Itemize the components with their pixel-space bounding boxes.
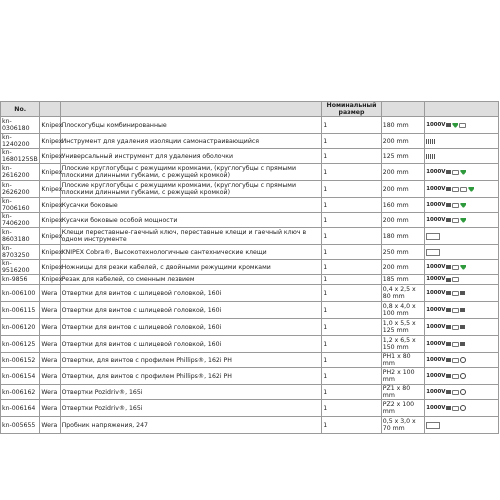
feature-icons (426, 264, 497, 271)
cell-size: PH1 x 80 mm (381, 353, 424, 368)
cell-qty: 1 (322, 336, 382, 353)
cell-size: 185 mm (381, 275, 424, 285)
cutting-edge-icon (460, 170, 466, 175)
grip-icon (452, 265, 459, 270)
cell-size: 125 mm (381, 149, 424, 164)
cell-size: 200 mm (381, 164, 424, 181)
cell-icons (425, 319, 499, 336)
cross-head-icon (460, 357, 466, 363)
feature-icons (426, 324, 497, 331)
cross-head-icon (460, 373, 466, 379)
voltage-rating: 1000V (426, 216, 446, 223)
cross-head-icon (460, 389, 466, 395)
cell-article-no: kn-7406200 (1, 213, 40, 228)
cell-brand: Knipex (41, 276, 63, 283)
voltage-tester-icon (426, 422, 440, 429)
cell-article-no: kn-005655 (1, 417, 40, 434)
cell-brand: Wera (40, 285, 60, 302)
cell-description: Отвертки для винтов с шлицевой головкой, 160i (60, 319, 322, 336)
cell-brand: Wera (40, 319, 60, 336)
feature-icons (426, 307, 497, 314)
cell-icons (425, 417, 499, 434)
insulated-icon (446, 218, 451, 222)
cell-qty: 1 (322, 368, 382, 385)
grip-icon (452, 342, 459, 347)
cell-brand: Knipex (40, 245, 60, 260)
cell-icons (425, 149, 499, 164)
cell-icons (425, 164, 499, 181)
cell-article-no: kn-8703250 (1, 245, 40, 260)
wire-strip-icon (426, 139, 436, 144)
cutting-edge-icon (460, 218, 466, 223)
cutting-edge-icon (460, 203, 466, 208)
table-row (1, 181, 499, 198)
cell-size: 200 mm (381, 260, 424, 275)
voltage-rating: 1000V (426, 276, 446, 282)
cell-brand: Wera (40, 302, 60, 319)
cell-article-no: kn-006164 (1, 400, 40, 417)
cell-icons (425, 302, 499, 319)
voltage-rating: 1000V (426, 185, 446, 192)
cell-article-no: kn-006154 (1, 368, 40, 385)
feature-icons (426, 122, 497, 129)
table-row (1, 385, 499, 400)
wrench-icon (426, 249, 440, 256)
voltage-rating: 1000V (426, 372, 446, 379)
grip-icon (452, 277, 459, 282)
cell-qty: 1 (322, 302, 382, 319)
cell-description: Ножницы для резки кабелей, с двойными режущими кромками (60, 260, 322, 275)
cell-icons (425, 400, 499, 417)
cell-icons (425, 385, 499, 400)
cell-description: Кусачки боковые (60, 198, 322, 213)
cutting-edge-icon (468, 187, 474, 192)
cell-qty: 1 (322, 198, 382, 213)
table-row (1, 336, 499, 353)
table-header-row (1, 102, 499, 117)
table-row (1, 353, 499, 368)
table-body (1, 117, 499, 434)
cell-qty: 1 (322, 319, 382, 336)
header-description (60, 102, 322, 117)
table-row (1, 134, 499, 149)
cell-article-no: kn-1240200 (1, 134, 40, 149)
flat-blade-icon (460, 291, 465, 295)
insulated-icon (446, 325, 451, 329)
grip-icon (452, 291, 459, 296)
cell-size: 180 mm (381, 117, 424, 134)
cutting-edge-icon (452, 123, 458, 128)
cell-brand: Knipex (40, 213, 60, 228)
voltage-rating: 1000V (426, 263, 446, 270)
grip-icon (452, 325, 459, 330)
cell-article-no: kn-006162 (1, 385, 40, 400)
table-row (1, 417, 499, 434)
product-table-wrapper (0, 101, 500, 434)
cell-qty: 1 (322, 275, 382, 285)
cell-brand: Wera (40, 400, 60, 417)
cell-qty: 1 (322, 181, 382, 198)
cell-article-no: kn-006115 (1, 302, 40, 319)
cell-description: Клещи переставные-гаечный ключ, переставные клещи и гаечный ключ в одном инструменте (60, 228, 322, 245)
feature-icons (426, 422, 497, 429)
cell-qty: 1 (322, 213, 382, 228)
table-row (1, 400, 499, 417)
cell-qty: 1 (322, 353, 382, 368)
voltage-rating: 1000V (426, 121, 446, 128)
cell-icons (425, 353, 499, 368)
cell-size: 250 mm (381, 245, 424, 260)
table-row (1, 117, 499, 134)
feature-icons (426, 202, 497, 209)
header-qty (381, 102, 424, 117)
cell-brand: Knipex (40, 164, 60, 181)
insulated-icon (446, 123, 451, 127)
table-row (1, 319, 499, 336)
insulated-icon (446, 278, 451, 282)
table-row (1, 302, 499, 319)
cell-icons (425, 198, 499, 213)
insulated-icon (446, 203, 451, 207)
header-icons (425, 102, 499, 117)
cell-description: Отвертки для винтов с шлицевой головкой, 160i (60, 285, 322, 302)
cell-icons (425, 213, 499, 228)
cell-icons (425, 285, 499, 302)
feature-icons (426, 357, 497, 364)
grip-icon (452, 218, 459, 223)
cell-article-no: kn-006125 (1, 336, 40, 353)
voltage-rating: 1000V (426, 168, 446, 175)
cell-icons (425, 181, 499, 198)
feature-icons (426, 186, 497, 193)
feature-icons (426, 233, 497, 240)
cell-description: KNIPEX Cobra®, Высокотехнологичные сантехнические клещи (60, 245, 322, 260)
insulated-icon (446, 342, 451, 346)
cell-description: Плоские круглогубцы с режущими кромками, (круглогубцы с прямыми плоскими длинными губками, с режущей кромкой) (60, 164, 322, 181)
cell-size: PZ1 x 80 mm (381, 385, 424, 400)
cutting-edge-icon (460, 265, 466, 270)
cell-size: 0,5 x 3,0 x 70 mm (381, 417, 424, 434)
table-row (1, 245, 499, 260)
cell-qty: 1 (322, 149, 382, 164)
grip-icon (459, 123, 466, 128)
cell-description: Отвертки Pozidriv®, 165i (60, 400, 322, 417)
cell-description: Отвертки Pozidriv®, 165i (60, 385, 322, 400)
voltage-rating: 1000V (426, 340, 446, 347)
wrench-icon (426, 233, 440, 240)
cell-description: Кусачки боковые особой мощности (60, 213, 322, 228)
cell-brand: Wera (40, 353, 60, 368)
table-row (1, 164, 499, 181)
cell-qty: 1 (322, 417, 382, 434)
feature-icons (426, 290, 497, 297)
cell-description: Отвертки, для винтов с профилем Phillips®, 162i PH (60, 353, 322, 368)
cell-qty: 1 (322, 285, 382, 302)
cell-brand: Wera (40, 368, 60, 385)
cell-icons (425, 336, 499, 353)
header-size: Номинальный размер (322, 102, 382, 117)
table-row (1, 368, 499, 385)
grip-icon (452, 170, 459, 175)
grip-icon (452, 358, 459, 363)
cell-description: Универсальный инструмент для удаления оболочки (60, 149, 322, 164)
cell-size: 1,2 x 6,5 x 150 mm (381, 336, 424, 353)
cell-icons (425, 275, 499, 285)
cell-brand: Knipex (40, 181, 60, 198)
cell-qty: 1 (322, 164, 382, 181)
feature-icons (426, 389, 497, 396)
cell-article-no: kn-8603180 (1, 228, 40, 245)
cell-qty: 1 (322, 117, 382, 134)
table-row (1, 260, 499, 275)
wire-strip-icon (426, 154, 436, 159)
insulated-icon (446, 358, 451, 362)
cell-article-no: kn-9856 (1, 275, 40, 285)
header-no: No. (1, 102, 40, 117)
cell-size: 200 mm (381, 181, 424, 198)
feature-icons (426, 154, 497, 159)
insulated-icon (446, 187, 451, 191)
feature-icons (426, 249, 497, 256)
grip-icon (452, 374, 459, 379)
grip-icon (452, 187, 459, 192)
cell-qty: 1 (322, 385, 382, 400)
cell-qty: 1 (322, 400, 382, 417)
cell-article-no: kn-1680125SB (1, 149, 40, 164)
cell-icons (425, 228, 499, 245)
cell-brand: Wera (40, 385, 60, 400)
voltage-rating: 1000V (426, 306, 446, 313)
cell-icons (425, 368, 499, 385)
insulated-icon (446, 265, 451, 269)
cell-description: Инструмент для удаления изоляции самонастраивающийся (60, 134, 322, 149)
table-row (1, 198, 499, 213)
voltage-rating: 1000V (426, 404, 446, 411)
feature-icons (426, 139, 497, 144)
feature-icons (426, 276, 497, 283)
cell-icons (425, 245, 499, 260)
voltage-rating: 1000V (426, 289, 446, 296)
table-row (1, 213, 499, 228)
feature-icons (426, 373, 497, 380)
table-row (1, 275, 499, 285)
cell-size: 200 mm (381, 213, 424, 228)
insulated-icon (446, 390, 451, 394)
cell-icons (425, 117, 499, 134)
cell-brand: Knipex (40, 228, 60, 245)
grip-icon (452, 203, 459, 208)
cell-description: Отвертки для винтов с шлицевой головкой, 160i (60, 336, 322, 353)
cell-article-no: kn-006120 (1, 319, 40, 336)
cell-size: 200 mm (381, 134, 424, 149)
cross-head-icon (460, 405, 466, 411)
table-row (1, 285, 499, 302)
cell-article-no: kn-006152 (1, 353, 40, 368)
cell-brand: Knipex (40, 149, 60, 164)
cell-description: Резак для кабелей, со сменным лезвием (60, 275, 322, 285)
cell-article-no: kn-006100 (1, 285, 40, 302)
cell-size: 180 mm (381, 228, 424, 245)
cell-description: Плоские круглогубцы с режущими кромками, (круглогубцы с прямыми плоскими длинными губками, с режущей кромкой) (60, 181, 322, 198)
cell-article-no: kn-7006160 (1, 198, 40, 213)
table-row (1, 228, 499, 245)
grip-icon (452, 308, 459, 313)
cell-size: PZ2 x 100 mm (381, 400, 424, 417)
cell-description: Плоскогубцы комбинированные (60, 117, 322, 134)
cell-qty: 1 (322, 134, 382, 149)
cell-icons (425, 260, 499, 275)
cell-icons (425, 134, 499, 149)
insulated-icon (446, 291, 451, 295)
cell-description: Отвертки, для винтов с профилем Phillips®, 162i PH (60, 368, 322, 385)
grip-icon (452, 406, 459, 411)
voltage-rating: 1000V (426, 323, 446, 330)
cell-brand: Wera (40, 417, 60, 434)
grip-icon (452, 390, 459, 395)
cell-size: 0,4 x 2,5 x 80 mm (381, 285, 424, 302)
cell-brand: Knipex (40, 260, 60, 275)
flat-blade-icon (460, 325, 465, 329)
feature-icons (426, 341, 497, 348)
feature-icons (426, 169, 497, 176)
cell-article-no: kn-2616200 (1, 164, 40, 181)
cell-article-no: kn-0306180 (1, 117, 40, 134)
cell-qty: 1 (322, 260, 382, 275)
angle-icon (460, 187, 467, 192)
cell-description: Отвертки для винтов с шлицевой головкой, 160i (60, 302, 322, 319)
feature-icons (426, 405, 497, 412)
feature-icons (426, 217, 497, 224)
table-row (1, 149, 499, 164)
insulated-icon (446, 170, 451, 174)
cell-article-no: kn-2626200 (1, 181, 40, 198)
voltage-rating: 1000V (426, 201, 446, 208)
voltage-rating: 1000V (426, 356, 446, 363)
cell-brand: Knipex (40, 134, 60, 149)
cell-size: 1,0 x 5,5 x 125 mm (381, 319, 424, 336)
cell-brand: Knipex (40, 117, 60, 134)
insulated-icon (446, 308, 451, 312)
cell-qty: 1 (322, 228, 382, 245)
cell-size: PH2 x 100 mm (381, 368, 424, 385)
cell-size: 160 mm (381, 198, 424, 213)
flat-blade-icon (460, 342, 465, 346)
cell-qty: 1 (322, 245, 382, 260)
cell-article-no: kn-9516200 (1, 260, 40, 275)
product-table (0, 101, 499, 434)
flat-blade-icon (460, 308, 465, 312)
header-brand (40, 102, 60, 117)
cell-brand: Wera (40, 336, 60, 353)
insulated-icon (446, 374, 451, 378)
insulated-icon (446, 406, 451, 410)
cell-description: Пробник напряжения, 247 (60, 417, 322, 434)
cell-size: 0,8 x 4,0 x 100 mm (381, 302, 424, 319)
voltage-rating: 1000V (426, 388, 446, 395)
cell-brand: Knipex (40, 198, 60, 213)
